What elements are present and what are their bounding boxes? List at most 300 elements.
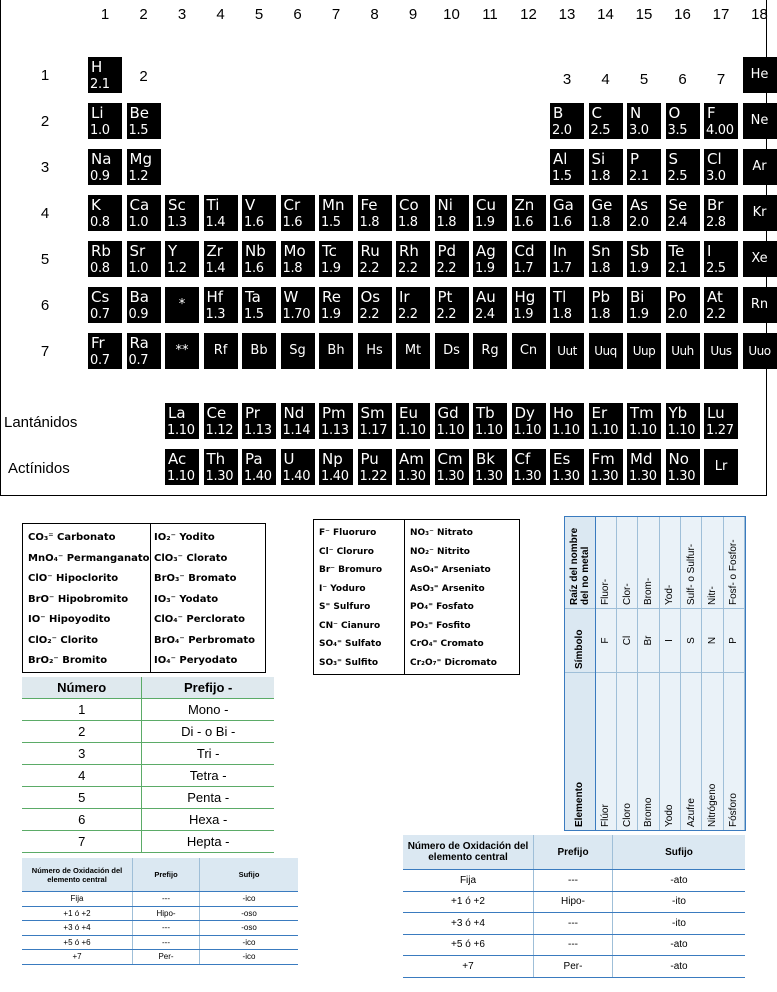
electronegativity: 1.3 [205,307,226,322]
element-cell [666,403,700,439]
anion-entry: NO₂⁻ Nitrito [410,546,470,557]
anion-entry: I⁻ Yoduro [319,583,366,594]
element-symbol: Se [668,196,688,214]
electronegativity: 1.17 [359,423,388,438]
element-cell [435,241,469,277]
electronegativity: 1.5 [552,169,572,184]
table-cell: -ito [613,891,746,913]
element-cell [127,333,161,369]
element-symbol: Be [129,104,150,122]
table-cell: F [595,609,616,673]
element-symbol: Hs [366,343,383,358]
table-cell: 5 [22,787,142,809]
anion-entry: CrO₄⁼ Cromato [410,639,484,649]
element-symbol: Tl [553,288,567,306]
table-row [22,921,298,936]
element-symbol: I [707,242,712,260]
electronegativity: 1.10 [629,423,657,438]
element-cell [627,403,661,439]
element-cell [589,287,623,323]
table-row [723,517,744,830]
element-symbol: Mg [129,150,152,168]
element-cell [627,149,661,185]
electronegativity: 1.10 [552,423,580,438]
element-symbol: Cl [707,150,722,168]
element-symbol: Cr [283,196,301,214]
element-symbol: Rh [399,242,419,260]
element-symbol: Pb [591,288,611,306]
table-cell: Fluor- [595,517,616,609]
element-symbol: Kr [752,205,767,220]
electronegativity: 0.9 [90,169,110,184]
electronegativity: 1.0 [90,123,110,138]
element-cell [743,149,777,185]
electronegativity: 1.8 [398,215,418,230]
anion-entry: IO₄⁻ Peryodato [154,655,238,666]
table-cell: Azufre [680,673,701,831]
group-number: 10 [443,6,460,23]
element-symbol: La [168,404,186,422]
element-cell [473,449,507,485]
table-cell: N [702,609,723,673]
group-label-inner: 6 [678,71,687,88]
element-cell [666,149,700,185]
electronegativity: 2.4 [475,307,495,322]
element-cell [627,195,661,231]
electronegativity: 1.6 [244,261,264,276]
table-cell: --- [534,913,613,935]
electronegativity: 1.2 [128,169,149,184]
table-row [659,517,680,830]
element-cell [627,333,661,369]
anion-entry: Br⁻ Bromuro [319,565,383,575]
element-cell [435,403,469,439]
element-symbol: Hg [514,288,536,306]
anions-left-column [319,524,382,672]
element-cell [319,287,353,323]
table-cell: --- [133,892,200,907]
table-cell: P [723,609,744,673]
table-cell: -ato [613,870,746,892]
electronegativity: 2.2 [436,261,457,276]
table-row [702,517,723,830]
element-symbol: Ca [129,196,150,214]
element-symbol: In [553,242,567,260]
element-cell [319,333,353,369]
electronegativity: 2.5 [667,169,688,184]
electronegativity: 0.7 [90,307,110,322]
element-cell [666,241,700,277]
electronegativity: 1.30 [513,469,542,484]
anion-entry: PO₃⁼ Fosfito [410,620,471,631]
table-cell: 6 [22,809,142,831]
electronegativity: 0.7 [90,353,110,368]
element-symbol: Ga [553,196,574,214]
element-cell [704,449,738,485]
element-cell [88,149,122,185]
element-cell [743,333,777,369]
table-row [22,892,298,907]
element-symbol: Ti [206,196,220,214]
group-label-inner: 2 [139,68,148,85]
anions-box [313,519,520,675]
element-cell [627,241,661,277]
element-symbol: Yb [668,404,688,422]
group-number: 16 [674,6,691,23]
table-cell: -ato [613,934,746,956]
element-cell [127,149,161,185]
group-number: 3 [177,6,187,23]
element-symbol: C [591,104,602,122]
anion-entry: IO₃⁻ Yodato [154,593,219,605]
electronegativity: 2.2 [706,307,726,322]
element-symbol: Sn [591,242,611,260]
electronegativity: 1.10 [475,423,503,438]
oxidation-suffix-table-ato-ito [403,835,745,978]
table-cell: S [680,609,701,673]
element-symbol: Co [399,196,419,214]
element-symbol: Na [91,150,112,168]
electronegativity: 1.5 [321,215,341,230]
oxidation-large-header-prefix: Prefijo [534,835,613,870]
element-cell [204,241,238,277]
element-cell [319,403,353,439]
element-cell [242,333,276,369]
electronegativity: 4.00 [706,123,734,138]
element-cell [627,449,661,485]
electronegativity: 1.10 [167,469,195,484]
electronegativity: 1.10 [590,423,619,438]
period-number: 1 [40,67,50,84]
element-symbol: As [630,196,649,214]
electronegativity: 1.30 [552,469,580,484]
electronegativity: 1.9 [629,307,649,322]
element-symbol: Ir [399,288,410,306]
lanthanides-label: Lantánidos [4,414,78,431]
electronegativity: 1.8 [552,307,572,322]
element-symbol: Bi [630,288,645,306]
element-symbol: H [91,58,103,76]
element-symbol: Cd [514,242,535,260]
table-row [22,721,274,743]
element-cell [589,449,623,485]
anion-entry: SO₄⁼ Sulfato [319,639,382,649]
element-cell [743,57,777,93]
table-cell: +5 ó +6 [22,935,133,950]
table-row [22,935,298,950]
element-symbol: Rg [481,343,499,358]
table-cell: Hexa - [142,809,274,831]
oxidation-small-header-prefix: Prefijo [133,858,200,892]
anion-entry: AsO₃⁼ Arsenito [410,583,485,594]
element-cell [473,403,507,439]
electronegativity: 1.3 [167,215,187,230]
electronegativity: 1.6 [552,215,572,230]
element-cell [88,195,122,231]
element-symbol: Fr [91,334,105,352]
table-cell: I [659,609,680,673]
table-row [22,950,298,965]
oxidation-large-header-number: Número de Oxidación del elemento central [403,835,534,870]
table-row [403,934,745,956]
electronegativity: 1.8 [590,307,611,322]
element-cell [589,195,623,231]
table-row [22,743,274,765]
element-symbol: Po [668,288,687,306]
element-symbol: Fm [591,450,615,468]
electronegativity: 0.9 [128,307,149,322]
element-symbol: Tb [476,404,495,422]
electronegativity: 0.8 [90,261,110,276]
element-cell [204,403,238,439]
table-row [680,517,701,830]
element-cell [589,241,623,277]
element-cell [242,241,276,277]
actinides-label: Actínidos [8,460,70,477]
anions-divider [404,520,405,674]
table-cell: -oso [200,921,299,936]
table-row [22,809,274,831]
element-symbol: * [178,297,186,312]
electronegativity: 1.9 [321,307,341,322]
period-number: 7 [40,343,50,360]
element-symbol: Bh [327,343,345,358]
element-symbol: B [553,104,564,122]
electronegativity: 1.4 [205,215,226,230]
table-cell: +3 ó +4 [22,921,133,936]
element-symbol: Pm [322,404,346,422]
element-symbol: S [668,150,679,168]
element-cell [88,333,122,369]
element-symbol: Sr [129,242,146,260]
electronegativity: 1.0 [128,215,149,230]
prefix-header-number: Número [22,677,142,699]
element-cell [473,241,507,277]
element-symbol: Uuo [748,344,771,358]
element-cell [358,333,392,369]
anion-entry: CO₃⁼ Carbonato [28,532,116,543]
period-number: 4 [40,205,50,222]
element-symbol: Ho [553,404,574,422]
table-row [403,870,745,892]
electronegativity: 1.40 [321,469,349,484]
group-number: 17 [712,6,730,23]
table-cell: Nitr- [702,517,723,609]
table-cell: -ico [200,935,299,950]
element-cell [627,103,661,139]
element-symbol: Es [553,450,571,468]
period-number: 3 [40,159,50,176]
element-cell [666,287,700,323]
element-symbol: Sb [630,242,650,260]
table-row [22,831,274,853]
table-row [22,906,298,921]
element-cell [743,241,777,277]
electronegativity: 1.8 [590,261,611,276]
element-symbol: Pa [245,450,263,468]
table-cell: Yodo [659,673,680,831]
element-cell [281,403,315,439]
element-cell [281,449,315,485]
electronegativity: 2.5 [590,123,611,138]
table-cell: Mono - [142,699,274,721]
element-symbol: At [707,288,723,306]
element-symbol: Mo [283,242,306,260]
group-number: 11 [482,6,498,23]
root-header-symbol: Símbolo [565,609,595,673]
element-cell [473,333,507,369]
anion-entry: IO⁻ Hipoyodito [28,614,111,625]
element-cell [743,287,777,323]
oxidation-small-header-suffix: Sufijo [200,858,299,892]
element-symbol: Zn [514,196,535,214]
table-row [403,956,745,978]
element-symbol: Ce [206,404,227,422]
element-cell [435,449,469,485]
element-cell [319,449,353,485]
element-cell [127,241,161,277]
table-cell: Per- [133,950,200,965]
group-number: 18 [751,6,768,23]
element-cell [242,195,276,231]
electronegativity: 2.8 [706,215,726,230]
element-symbol: Md [630,450,653,468]
electronegativity: 1.30 [629,469,657,484]
element-cell [512,241,546,277]
table-cell: +5 ó +6 [403,934,534,956]
element-cell [550,195,584,231]
electronegativity: 2.2 [359,307,380,322]
element-symbol: Np [322,450,343,468]
electronegativity: 1.6 [282,215,303,230]
element-cell [281,333,315,369]
element-cell [435,333,469,369]
prefix-table [22,677,274,853]
table-cell: Clor- [616,517,637,609]
group-label-inner: 7 [716,71,726,88]
table-cell: Hepta - [142,831,274,853]
anion-entry: F⁻ Fluoruro [319,528,377,538]
electronegativity: 1.10 [513,423,542,438]
anion-entry: IO₂⁻ Yodito [154,532,215,543]
element-symbol: Gd [437,404,459,422]
electronegativity: 1.7 [552,261,572,276]
element-symbol: Bb [250,343,268,358]
element-symbol: Am [399,450,424,468]
electronegativity: 1.10 [667,423,696,438]
element-symbol: Bk [476,450,495,468]
element-symbol: Lr [714,459,728,474]
element-cell [88,57,122,93]
prefix-header-prefix: Prefijo - [142,677,274,699]
element-symbol: Uuh [671,344,694,358]
table-cell: 4 [22,765,142,787]
table-cell: +1 ó +2 [403,891,534,913]
electronegativity: 1.6 [513,215,534,230]
element-symbol: Ge [591,196,613,214]
electronegativity: 2.2 [436,307,457,322]
element-cell [396,287,430,323]
element-symbol: Ra [129,334,149,352]
element-symbol: O [668,104,681,122]
element-symbol: P [630,150,640,168]
table-row [403,913,745,935]
element-cell [550,403,584,439]
electronegativity: 2.4 [667,215,688,230]
element-cell [165,449,199,485]
element-symbol: Hf [206,288,224,306]
anion-entry: ClO₃⁻ Clorato [154,552,228,564]
element-symbol: Zr [206,242,223,260]
group-number: 12 [520,6,537,23]
group-number: 6 [293,6,302,23]
element-cell [743,103,777,139]
electronegativity: 0.8 [90,215,110,230]
element-symbol: Eu [399,404,418,422]
element-cell [319,241,353,277]
element-cell [204,333,238,369]
table-row [616,517,637,830]
element-symbol: Uuq [594,344,617,358]
table-cell: 3 [22,743,142,765]
element-symbol: Sm [360,404,385,422]
element-cell [550,333,584,369]
element-symbol: Li [91,104,104,122]
element-cell [242,449,276,485]
element-symbol: Cs [91,288,110,306]
element-symbol: Te [668,242,685,260]
element-cell [435,195,469,231]
electronegativity: 2.2 [398,307,418,322]
table-cell: Tri - [142,743,274,765]
element-symbol: Uup [632,344,656,358]
anion-entry: BrO⁻ Hipobromito [28,593,129,605]
table-cell: Brom- [638,517,659,609]
group-number: 2 [139,6,148,23]
element-cell [589,149,623,185]
table-cell: 1 [22,699,142,721]
element-cell [204,195,238,231]
anion-entry: BrO₃⁻ Bromato [154,573,237,584]
element-cell [589,103,623,139]
electronegativity: 1.13 [244,423,272,438]
table-row [22,699,274,721]
electronegativity: 2.1 [667,261,688,276]
element-cell [512,403,546,439]
anion-entry: ClO⁻ Hipoclorito [28,573,119,584]
electronegativity: 1.10 [436,423,465,438]
table-cell: 7 [22,831,142,853]
element-symbol: Er [591,404,608,422]
electronegativity: 1.2 [167,261,187,276]
oxo-anions-right-column [154,528,255,672]
element-symbol: W [283,288,299,306]
electronegativity: 1.8 [436,215,457,230]
element-cell [281,195,315,231]
element-symbol: Ds [443,343,460,358]
element-cell [550,241,584,277]
element-symbol: Ac [168,450,187,468]
element-cell [550,287,584,323]
electronegativity: 1.5 [128,123,149,138]
table-cell: +7 [22,950,133,965]
electronegativity: 1.8 [590,169,611,184]
group-number: 14 [597,6,614,23]
element-symbol: Pd [437,242,457,260]
nonmetal-root-table [564,516,746,831]
table-cell: Hipo- [133,906,200,921]
element-symbol: Pu [360,450,379,468]
